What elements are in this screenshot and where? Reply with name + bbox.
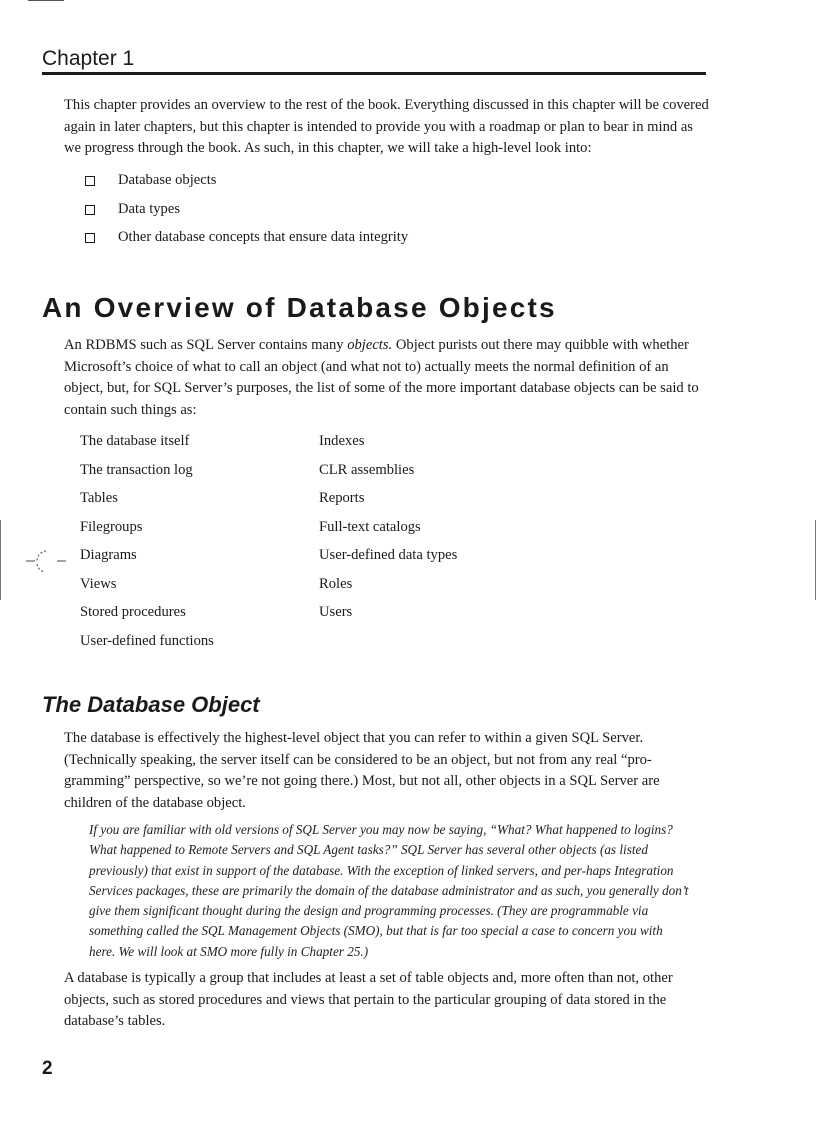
- bullet-list: [82, 170, 408, 256]
- emphasis-objects: objects.: [347, 337, 393, 353]
- page-number: 2: [42, 1058, 53, 1079]
- intro-paragraph: This chapter provides an overview to the rest of the book. Everything discussed in this chapter will be covered again in later chapters, but this chapter is intended to provide you with a roadmap or plan to bear in mind as we progress through the book. As such, in this chapter, we will take a high-level look into:: [64, 97, 709, 156]
- note-paragraph: If you are familiar with old versions of SQL Server you may now be saying, “What? What happened to logins? What happened to Remote Servers and SQL Agent tasks?” SQL Server has several other objects (as listed previously) that exist in support of the database. With the exception of linked servers, and per-haps Integration Services packages, these are primarily the domain of the database administrator and as such, you generally don’t give them significant thought during the design and programming processes. (They are programmable via something called the SQL Management Objects (SMO), but that is far too special a case to concern you with here. We will look at SMO more fully in Chapter 25.): [89, 822, 689, 959]
- list-item: The database itself: [80, 433, 190, 449]
- list-item: Roles: [319, 575, 353, 592]
- list-item: CLR assemblies: [319, 461, 415, 478]
- list-item: Other database concepts that ensure data integrity: [82, 227, 408, 256]
- list-item: Stored procedures: [80, 604, 186, 620]
- checkbox-bullet-icon: [85, 176, 95, 186]
- checkbox-bullet-icon: [85, 233, 95, 243]
- chapter-header: Chapter 1: [42, 47, 706, 75]
- database-paragraph: A database is typically a group that includes at least a set of table objects and, more often than not, other objects, such as stored procedures and views that pertain to the particular grouping of data stored in the database’s tables.: [64, 970, 673, 1029]
- list-item: User-defined data types: [319, 547, 458, 563]
- list-item: Filegroups: [80, 518, 143, 535]
- list-item: Diagrams: [80, 547, 137, 563]
- registration-mark-icon: [24, 548, 68, 576]
- list-item: The transaction log: [80, 461, 193, 478]
- list-item: Reports: [319, 490, 365, 506]
- list-item: Full-text catalogs: [319, 518, 421, 535]
- list-item: Data types: [82, 199, 408, 228]
- page-edge-left: [0, 520, 1, 600]
- database-object-paragraph: The database is effectively the highest-level object that you can refer to within a given SQL Server. (Technically speaking, the server itself can be considered to be an object, but not from any real “pro-gramming” perspective, so we’re not going there.) Most, but not all, other objects in a SQL Server are children of the database object.: [64, 730, 660, 811]
- list-item: Tables: [80, 490, 118, 506]
- list-item: User-defined functions: [80, 632, 214, 649]
- list-item: Users: [319, 604, 353, 620]
- list-item: Indexes: [319, 433, 365, 449]
- overview-paragraph: An RDBMS such as SQL Server contains many objects. Object purists out there may quibble with whether Microsoft’s choice of what to call an object (and what not to) actually meets the normal definition of an object, but, for SQL Server’s purposes, the list of some of the more important database objects can be said to contain such things as:: [64, 337, 699, 418]
- database-objects-list: [80, 431, 520, 659]
- list-item: Views: [80, 575, 117, 592]
- checkbox-bullet-icon: [85, 205, 95, 215]
- list-item: Database objects: [82, 170, 408, 199]
- subsection-heading: The Database Object: [42, 692, 260, 717]
- crop-mark-top: [28, 0, 64, 1]
- section-heading: An Overview of Database Objects: [42, 292, 557, 323]
